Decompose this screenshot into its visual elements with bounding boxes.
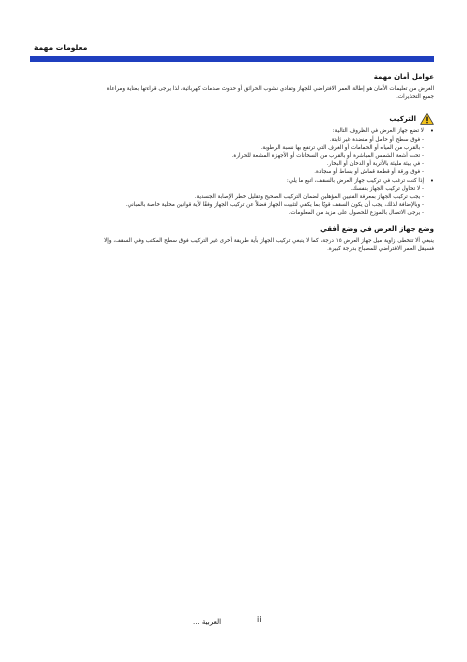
sub-item: - فوق ورقة أو قطعة قماش أو بساط أو سجادة. bbox=[314, 169, 424, 176]
sub-item: - يجب تركيب الجهاز بمعرفة الفنيين المؤهلين لضمان التركيب الصحيح وتقليل خطر الإصابة الجسدية. bbox=[194, 194, 424, 201]
safety-section bbox=[30, 72, 434, 101]
horizontal-line-2: فسيقل العمر الافتراضي للمصباح بدرجة كبيرة. bbox=[327, 245, 434, 252]
sub-item: - لا تحاول تركيب الجهاز بنفسك. bbox=[350, 185, 424, 192]
sub-item: - بالقرب من المياه أو الحمامات أو الغرف التي ترتفع بها نسبة الرطوبة. bbox=[260, 144, 424, 151]
sub-item: - يرجى الاتصال بالموزع للحصول على مزيد من المعلومات. bbox=[288, 210, 424, 217]
installation-section bbox=[30, 113, 434, 217]
installation-heading-row bbox=[30, 113, 434, 125]
warning-icon bbox=[420, 113, 434, 125]
bullet-text: • إذا كنت ترغب في تركيب جهاز العرض بالسقف، اتبع ما يلي: bbox=[286, 177, 424, 184]
bullet-text: • لا تضع جهاز العرض في الظروف التالية: bbox=[332, 128, 424, 135]
installation-list bbox=[30, 127, 434, 217]
page-header-title: معلومات مهمة bbox=[34, 43, 88, 52]
header-rule bbox=[30, 56, 434, 62]
installation-heading: التركيب bbox=[389, 115, 416, 124]
sub-item: - فوق سطح أو حامل أو منضدة غير ثابتة. bbox=[329, 136, 424, 143]
sub-item: - وبالإضافة لذلك، يجب أن يكون السقف قويًا بما يكفي لتثبيت الجهاز فضلاً عن تركيب الجهاز وفقًا لأية قوانين محلية خاصة بالمباني. bbox=[125, 202, 424, 209]
list-item bbox=[30, 177, 434, 218]
content bbox=[30, 72, 434, 253]
safety-line-1: الغرض من تعليمات الأمان هو إطالة العمر الافتراضي للجهاز وتفادي نشوب الحرائق أو حدوث صدمات كهربائية، لذا يرجى قراءتها بعناية ومراعاة bbox=[106, 86, 434, 92]
horizontal-line-1: ينبغي ألا تتخطى زاوية ميل جهاز العرض ١٥ درجة، كما لا ينبغي تركيب الجهاز بأية طريقة أخرى غير التركيب فوق سطح المكتب وفي السقف، وإلا bbox=[104, 237, 434, 244]
sub-item: - في بيئة مليئة بالأتربة أو الدخان أو البخار. bbox=[326, 161, 424, 168]
safety-line-2: جميع التحذيرات. bbox=[396, 94, 434, 101]
safety-heading: عوامل أمان مهمة bbox=[373, 73, 434, 81]
sub-item: - تحت أشعة الشمس المباشرة أو بالقرب من السخانات أو الأجهزة المشعة للحرارة. bbox=[231, 153, 424, 160]
horizontal-section bbox=[30, 224, 434, 253]
page-number: ii bbox=[257, 615, 262, 624]
list-item bbox=[30, 127, 434, 176]
horizontal-heading: وضع جهاز العرض في وضع أفقي bbox=[320, 224, 434, 233]
footer-language: العربية ... bbox=[193, 618, 222, 626]
